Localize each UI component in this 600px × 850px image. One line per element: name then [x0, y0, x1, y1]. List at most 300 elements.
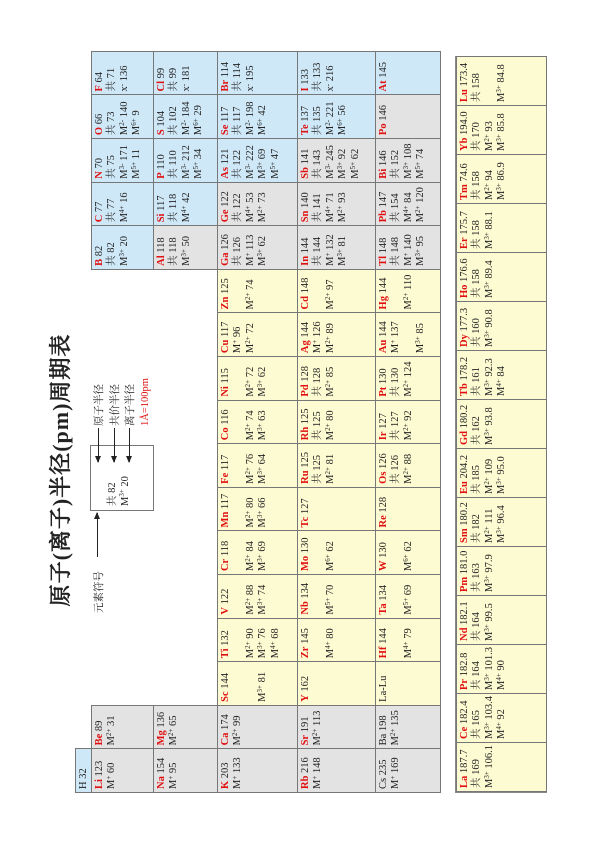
empty-line	[232, 578, 244, 615]
atomic-radius: 117	[220, 321, 231, 340]
atomic-radius: 175.7	[459, 211, 470, 238]
element-cell-ta	[375, 574, 441, 619]
element-header	[300, 622, 312, 659]
ionic-radius	[245, 447, 257, 484]
radius-value: 181	[180, 65, 192, 84]
atomic-radius: 116	[220, 409, 231, 428]
radius-label: 共	[471, 385, 483, 396]
element-symbol: Ce	[459, 726, 470, 739]
ion-charge: 3+	[256, 597, 265, 606]
element-header	[300, 55, 312, 92]
radius-label: M	[337, 125, 349, 136]
covalent-radius	[471, 599, 483, 641]
element-symbol: Hg	[378, 296, 389, 310]
covalent-radius	[471, 305, 483, 347]
ion-charge: 2+	[243, 641, 252, 649]
radius-value: 158	[471, 269, 483, 288]
radius-label: M	[415, 256, 427, 266]
empty-line	[232, 622, 244, 659]
element-header	[378, 534, 390, 571]
radius-label: M	[244, 169, 256, 179]
element-symbol: Pt	[378, 386, 389, 397]
radius-label: 共	[312, 386, 324, 397]
radius-label: M	[269, 169, 281, 179]
element-cell-se	[217, 95, 298, 140]
radius-value: 130	[390, 367, 402, 387]
element-cell-sb	[297, 138, 376, 183]
legend-ionic-radius-label: 离子半径	[125, 384, 136, 426]
element-header	[220, 447, 232, 484]
ion-charge: 3+	[482, 379, 491, 387]
element-cell-ag	[297, 312, 376, 357]
radius-label: 共	[312, 429, 324, 441]
radius-label: M	[483, 190, 495, 200]
radius-label: M	[131, 125, 143, 136]
atomic-radius: 118	[156, 237, 167, 256]
ion-charge: 3+	[482, 624, 491, 632]
radius-value: 62	[402, 541, 414, 555]
atomic-radius: 204.2	[459, 454, 470, 482]
ion-charge: +	[243, 252, 252, 257]
atomic-radius: 122	[220, 191, 231, 210]
radius-label: M	[312, 779, 324, 789]
lanthanide-cell-nd	[456, 595, 547, 645]
radius-label: M	[324, 300, 336, 310]
element-symbol: Mg	[156, 730, 167, 746]
element-cell-cl	[153, 51, 218, 96]
element-header	[156, 55, 168, 92]
element-cell-hg	[375, 269, 441, 314]
ionic-radius	[325, 142, 337, 179]
element-symbol: P	[156, 172, 167, 179]
ion-charge: 2+	[336, 205, 345, 213]
covalent-radius	[390, 186, 402, 223]
element-header	[300, 404, 312, 441]
element-symbol: Po	[378, 123, 389, 136]
radius-value: 133	[312, 62, 324, 81]
element-header	[220, 316, 232, 353]
ionic-radius	[257, 447, 269, 484]
covalent-radius	[168, 142, 180, 179]
ionic-radius	[390, 709, 402, 746]
covalent-radius	[312, 229, 324, 266]
ion-charge: 6+	[401, 554, 410, 562]
element-header	[220, 578, 232, 615]
empty-line	[232, 447, 244, 484]
ionic-radius	[403, 534, 415, 571]
element-header	[94, 55, 106, 92]
element-header	[300, 447, 312, 484]
radius-value: 136	[118, 65, 130, 84]
element-header	[94, 752, 106, 789]
atomic-radius: 144	[378, 277, 389, 297]
radius-value: 171	[118, 145, 130, 164]
radius-label: M	[483, 337, 495, 347]
ion-charge: 4+	[323, 641, 332, 649]
ion-charge: -	[243, 83, 252, 87]
element-symbol: Cl	[156, 81, 167, 92]
element-header	[300, 578, 312, 615]
radius-label: M	[244, 518, 256, 528]
radius-value: 20	[118, 235, 130, 250]
ionic-radius	[484, 746, 496, 788]
ionic-radius	[484, 256, 496, 298]
radius-label: M	[496, 729, 508, 739]
radius-value: 182	[471, 514, 483, 533]
element-symbol: I	[300, 87, 311, 92]
ionic-radius	[484, 158, 496, 200]
element-header	[378, 709, 390, 746]
page-title: 原子(离子)半径(pm)周期表	[48, 333, 73, 607]
radius-label: M	[257, 169, 269, 179]
element-header	[94, 99, 106, 136]
element-symbol: O	[94, 126, 105, 136]
radius-label: M	[168, 779, 180, 789]
ion-charge: +	[323, 252, 332, 257]
radius-value: 69	[257, 148, 269, 162]
element-header	[378, 491, 390, 528]
radius-value: 69	[257, 541, 269, 555]
ionic-radius	[337, 99, 349, 136]
radius-value: 169	[390, 757, 402, 776]
ionic-radius	[415, 142, 427, 179]
element-header	[78, 752, 90, 789]
radius-value: 81	[257, 671, 269, 686]
atomic-radius: 148	[300, 277, 311, 297]
radius-label: M	[324, 343, 336, 354]
covalent-radius	[312, 99, 324, 136]
radius-label: 共	[390, 386, 402, 397]
ion-charge: -	[179, 83, 188, 87]
radius-value: 84	[496, 366, 508, 380]
radius-value: 60	[106, 762, 118, 776]
radius-value: 113	[244, 234, 256, 253]
element-symbol: Bi	[378, 168, 389, 179]
radius-label: 共	[232, 124, 244, 136]
element-header	[378, 316, 390, 353]
ionic-radius	[106, 709, 118, 746]
ionic-radius	[325, 55, 337, 92]
radius-value: 84	[402, 192, 414, 206]
element-header	[300, 752, 312, 789]
radius-value: 140	[402, 234, 414, 253]
ion-charge: 3+	[414, 336, 423, 344]
atomic-radius: 130	[300, 537, 311, 556]
ion-charge: 2+	[323, 423, 332, 431]
ion-charge: 3+	[482, 722, 491, 730]
empty-line	[232, 665, 244, 702]
radius-value: 65	[168, 715, 180, 729]
ion-charge: +	[311, 775, 320, 780]
covalent-radius	[471, 501, 483, 543]
ion-charge: +	[231, 339, 240, 344]
element-cell-c	[91, 182, 154, 227]
ion-charge: 3+	[336, 161, 345, 170]
radius-label: M	[483, 582, 495, 592]
ionic-radius	[193, 142, 205, 179]
radius-value: 73	[257, 192, 269, 206]
ion-charge: 4+	[268, 641, 277, 649]
atomic-radius: 128	[378, 496, 389, 516]
radius-value: 79	[402, 628, 414, 642]
radius-value: 97.9	[483, 554, 495, 576]
ion-charge: 3+	[256, 161, 265, 170]
element-header	[378, 752, 390, 789]
radius-label: M	[496, 533, 508, 543]
element-symbol: Fe	[220, 472, 231, 484]
ion-charge: 3+	[495, 477, 504, 485]
ionic-radius	[106, 752, 118, 789]
element-header	[459, 305, 471, 347]
radius-value: 62	[324, 541, 336, 555]
atomic-radius: 32	[78, 768, 89, 782]
atomic-radius: 121	[220, 148, 231, 168]
element-symbol: Tb	[459, 383, 470, 396]
empty-line	[312, 622, 324, 659]
atomic-radius: 182.4	[459, 700, 470, 727]
atomic-radius: 126	[378, 453, 389, 472]
element-cell-ru	[297, 443, 376, 488]
radius-value: 99	[168, 67, 180, 81]
radius-value: 9	[131, 110, 143, 119]
radius-value: 85	[415, 323, 427, 337]
element-cell-sc	[217, 661, 298, 706]
radius-label: M	[402, 474, 414, 484]
ionic-radius	[312, 752, 324, 789]
lanthanide-cell-pm	[456, 546, 547, 596]
radius-value: 212	[180, 145, 192, 164]
radius-label: M	[415, 343, 427, 354]
radius-value: 93	[483, 121, 495, 135]
radius-value: 122	[232, 193, 244, 212]
element-header	[220, 273, 232, 310]
element-header	[220, 665, 232, 702]
ionic-radius	[484, 305, 496, 347]
radius-value: 148	[312, 757, 324, 776]
element-symbol: Co	[220, 427, 231, 441]
element-header	[220, 360, 232, 397]
covalent-radius	[312, 142, 324, 179]
radius-label: 共	[312, 255, 324, 266]
element-symbol: Os	[378, 471, 389, 484]
ion-charge: 2+	[243, 379, 252, 388]
element-symbol: Cs	[378, 777, 389, 789]
covalent-radius	[471, 60, 483, 102]
radius-value: 110	[402, 274, 414, 293]
radius-label: 共	[471, 777, 483, 788]
radius-label: 共	[390, 255, 402, 266]
ionic-radius	[119, 55, 131, 92]
atomic-radius: 137	[300, 106, 311, 125]
radius-value: 93.8	[483, 407, 495, 429]
ion-charge: 6+	[130, 118, 139, 126]
ion-charge: +	[105, 775, 114, 780]
atomic-radius: 110	[156, 154, 167, 173]
radius-label: M	[106, 736, 118, 746]
ion-charge: 2+	[482, 477, 491, 485]
radius-value: 124	[402, 361, 414, 380]
ion-charge: 3-	[117, 163, 126, 170]
empty-line	[232, 360, 244, 397]
radius-value: 92	[496, 709, 508, 723]
radius-value: 143	[312, 149, 324, 169]
radius-label: M	[131, 169, 143, 179]
element-cell-rb	[297, 748, 376, 793]
ionic-radius	[168, 752, 180, 789]
ionic-radius	[337, 142, 349, 179]
empty-line	[484, 60, 496, 102]
radius-label: M	[337, 169, 349, 179]
ionic-radius	[484, 501, 496, 543]
radius-label: 共	[471, 336, 483, 347]
radius-value: 29	[193, 105, 205, 119]
radius-value: 76	[244, 453, 256, 468]
ionic-radius	[257, 534, 269, 571]
radius-label: M	[257, 125, 269, 136]
element-symbol: Pd	[300, 384, 311, 397]
ion-charge: 3+	[256, 423, 265, 431]
radius-label: M	[415, 169, 427, 179]
ionic-radius	[390, 316, 402, 353]
radius-label: M	[257, 474, 269, 484]
ionic-radius	[484, 403, 496, 445]
element-header	[459, 697, 471, 739]
element-header	[220, 55, 232, 92]
element-header	[378, 186, 390, 223]
covalent-radius	[471, 256, 483, 298]
radius-value: 148	[390, 237, 402, 256]
ion-charge: 3-	[179, 163, 188, 170]
radius-label: M	[257, 387, 269, 397]
radius-value: 158	[471, 220, 483, 239]
element-cell-cu	[217, 312, 298, 357]
radius-label: M	[496, 680, 508, 690]
ionic-radius	[312, 709, 324, 746]
radius-value: 140	[118, 101, 130, 120]
radius-value: 154	[390, 193, 402, 212]
ion-charge: 3+	[482, 575, 491, 583]
element-cell-w	[375, 530, 441, 575]
radius-value: 101.3	[483, 646, 495, 674]
atomic-radius: 154	[156, 757, 167, 777]
empty-line	[312, 534, 324, 571]
ion-charge: 6+	[323, 554, 332, 562]
ionic-radius	[131, 99, 143, 136]
element-header	[220, 491, 232, 528]
radius-value: 71	[106, 67, 118, 81]
ionic-radius	[232, 316, 244, 353]
radius-value: 42	[180, 192, 192, 206]
element-symbol: K	[220, 780, 231, 789]
ionic-radius	[350, 142, 362, 179]
radius-label: M	[324, 212, 336, 223]
element-cell-pt	[375, 356, 441, 401]
radius-label: 共	[390, 211, 402, 223]
radius-label: M	[257, 518, 269, 528]
ionic-radius	[257, 229, 269, 266]
ionic-radius	[496, 60, 508, 102]
radius-value: 216	[324, 65, 336, 84]
radius-label: 共	[106, 255, 118, 266]
atomic-radius: 235	[378, 759, 389, 778]
element-header	[459, 550, 471, 592]
element-header	[220, 404, 232, 441]
radius-value: 34	[193, 148, 205, 162]
element-symbol: Sn	[300, 210, 311, 223]
radius-label: M	[402, 561, 414, 572]
element-symbol: Se	[220, 124, 231, 136]
ion-charge: 3+	[401, 161, 410, 170]
element-symbol: Na	[156, 776, 167, 789]
radius-label: M	[269, 648, 281, 659]
ion-charge: 5+	[130, 161, 139, 170]
radius-label: M	[390, 779, 402, 789]
empty-line	[232, 273, 244, 310]
element-symbol: At	[378, 80, 389, 92]
covalent-radius	[471, 452, 483, 494]
radius-value: 50	[180, 235, 192, 250]
ion-charge: 3+	[256, 379, 265, 388]
ionic-radius	[257, 665, 269, 702]
ionic-radius	[325, 404, 337, 441]
element-symbol: Br	[220, 79, 231, 92]
radius-value: 117	[232, 106, 244, 125]
atomic-radius: 203	[220, 762, 231, 781]
ion-charge: 3+	[256, 249, 265, 257]
ion-charge: 4+	[401, 641, 410, 649]
radius-label: 共	[390, 473, 402, 484]
covalent-radius	[232, 99, 244, 136]
atomic-radius: 126	[220, 234, 231, 253]
element-cell-cd	[297, 269, 376, 314]
ion-charge: 2+	[401, 379, 410, 388]
radius-label: 共	[106, 168, 118, 179]
radius-value: 127	[390, 411, 402, 430]
element-symbol: Mo	[300, 555, 311, 572]
radius-value: 81	[337, 235, 349, 250]
atomic-radius: 187.7	[459, 749, 470, 776]
radius-label: 共	[390, 168, 402, 179]
radius-value: 74	[244, 279, 256, 293]
element-cell-in	[297, 225, 376, 270]
element-cell-br	[217, 51, 298, 96]
ion-charge: 2+	[401, 423, 410, 431]
atomic-radius: 144	[300, 321, 311, 341]
ion-charge: 4+	[179, 205, 188, 213]
element-symbol: Ti	[220, 648, 231, 659]
lanthanide-cell-tm	[456, 154, 547, 204]
element-header	[459, 158, 471, 200]
atomic-radius: 176.6	[459, 258, 470, 285]
element-header	[459, 501, 471, 543]
ion-charge: 3+	[482, 281, 491, 289]
atomic-radius: 128	[300, 366, 311, 385]
element-symbol: Tm	[459, 184, 470, 200]
ion-charge: 6+	[256, 118, 265, 126]
element-cell-si	[153, 182, 218, 227]
ionic-radius	[181, 99, 193, 136]
element-cell-cs	[375, 748, 441, 793]
covalent-radius	[312, 447, 324, 484]
element-symbol: Ho	[459, 284, 470, 298]
ionic-radius	[403, 229, 415, 266]
atomic-radius: 74.6	[459, 163, 470, 185]
radius-value: 158	[471, 73, 483, 92]
element-symbol: Rh	[300, 426, 311, 441]
ionic-radius	[403, 273, 415, 310]
element-header	[94, 186, 106, 223]
atomic-radius: 147	[378, 191, 389, 211]
